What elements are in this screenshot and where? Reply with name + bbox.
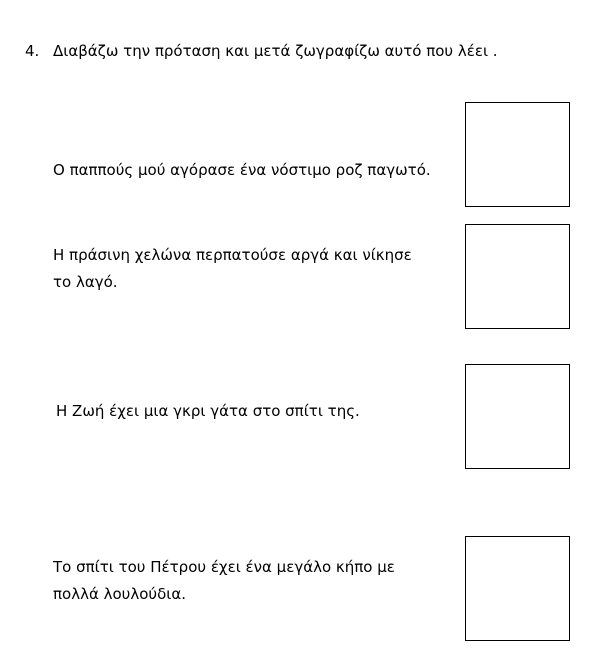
sentence-line: Ο παππούς μού αγόρασε ένα νόστιμο ροζ παγωτό. [53,161,431,179]
exercise-number: 4. [25,42,40,60]
sentence-line: το λαγό. [53,273,118,291]
sentence-3 [56,398,360,425]
drawing-box-1[interactable] [465,102,570,207]
exercise-heading [25,42,498,60]
sentence-4 [53,554,395,608]
drawing-box-3[interactable] [465,364,570,469]
drawing-box-2[interactable] [465,224,570,329]
sentence-line: Το σπίτι του Πέτρου έχει ένα μεγάλο κήπο με [53,558,395,576]
sentence-line: Η πράσινη χελώνα περπατούσε αργά και νίκησε [53,246,412,264]
exercise-instruction: Διαβάζω την πρόταση και μετά ζωγραφίζω αυτό που λέει . [53,42,498,60]
sentence-line: πολλά λουλούδια. [53,585,186,603]
sentence-2 [53,242,412,296]
sentence-1 [53,157,431,184]
drawing-box-4[interactable] [465,536,570,641]
sentence-line: Η Ζωή έχει μια γκρι γάτα στο σπίτι της. [56,402,360,420]
